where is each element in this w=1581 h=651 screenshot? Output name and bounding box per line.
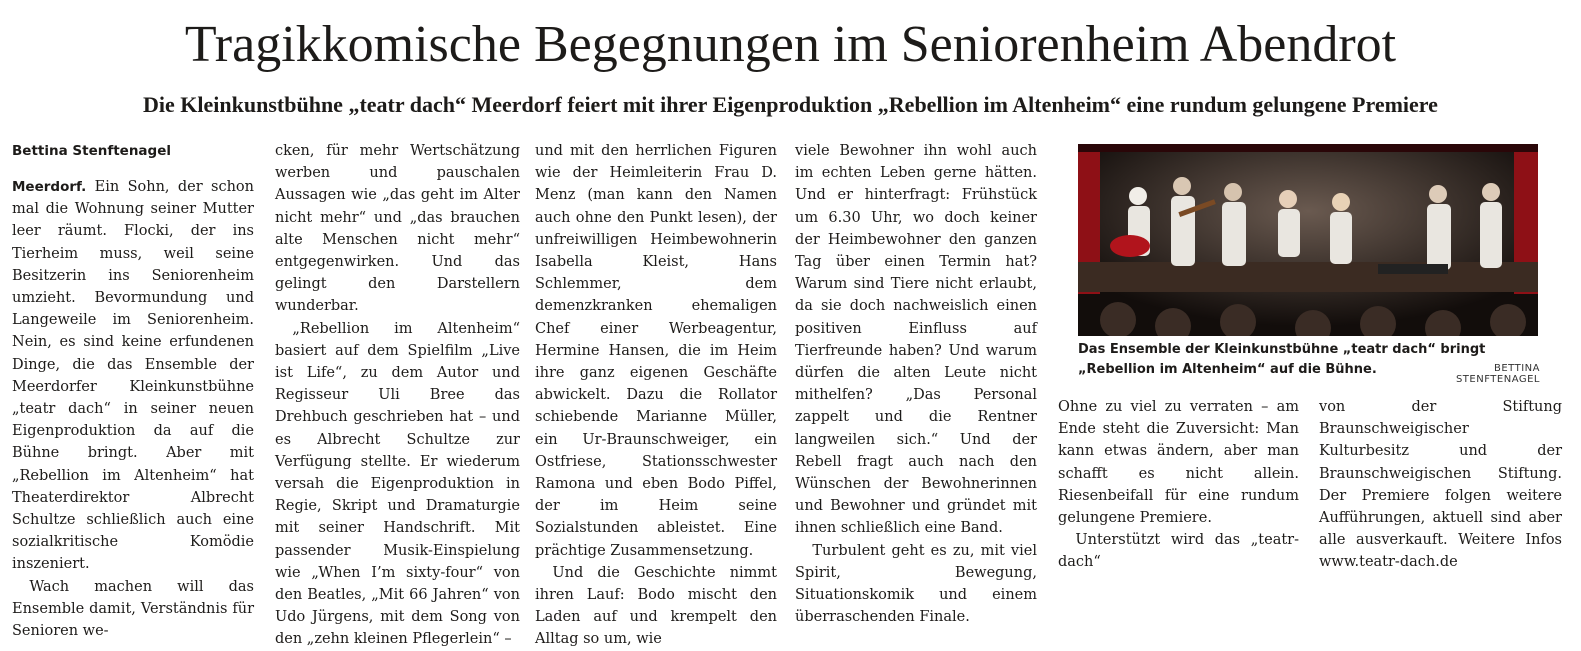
column-1-paragraph-1-text: Ein Sohn, der schon mal die Wohnung seiner Mutter leer räumt. Flocki, der ins Tierheim muss, weil seine Besitzerin ins Seniorenheim umzieht. Bevormundung und Langeweile im Seniorenheim. Nein, es sind keine erfundenen Dinge, die das Ensemble der Meerdorfer Kleinkunstbühne „teatr dach“ in seiner neuen Eigenproduktion da auf die Bühne bringt. Aber mit „Rebellion im Altenheim“ hat Theaterdirektor Albrecht Schultze schließlich auch eine sozialkritische Komödie inszeniert. (12, 179, 255, 573)
column-4-paragraph-1: viele Bewohner ihn wohl auch im echten Leben gerne hätten. Und er hinterfragt: Frühstück um 6.30 Uhr, wo doch keiner der Heimbewohner den ganzen Tag über einen Termin hat? Warum sind Tiere nicht erlaubt, da sie doch nachweislich einen positiven Einfluss auf Tierfreunde haben? Und warum dürfen die alten Leute nicht mithelfen? „Das Personal zappelt und die Rentner langweilen sich.“ Und der Rebell fragt auch nach den Wünschen der Bewohnerinnen und Bewohner und gründet mit ihnen schließlich eine Band. (795, 143, 1037, 537)
article-column-6 (1319, 396, 1562, 574)
article-column-4 (795, 140, 1037, 628)
column-2-paragraph-1: cken, für mehr Wertschätzung werben und pauschalen Aussagen wie „das geht im Alter nicht mehr“ und „das brauchen alte Menschen nicht mehr“ entgegenwirken. Und das gelingt den Darstellern wunderbar. (275, 143, 520, 315)
photo-credit: BETTINA STENFTENAGEL (1455, 363, 1540, 385)
article-column-1 (12, 140, 254, 642)
article-subheadline: Die Kleinkunstbühne „teatr dach“ Meerdorf feiert mit ihrer Eigenproduktion „Rebellion im Altenheim“ eine rundum gelungene Premiere (143, 92, 1438, 117)
column-6-paragraph-1: von der Stiftung Braunschweigischer Kulturbesitz und der Braunschweigischen Stiftung. Der Premiere folgen weitere Aufführungen, aktuell sind aber alle ausverkauft. Weitere Infos www.teatr-dach.de (1319, 399, 1562, 571)
article-column-3 (535, 140, 777, 651)
dateline: Meerdorf. (12, 179, 87, 195)
column-1-paragraph-1 (12, 176, 254, 576)
column-3-paragraph-1: und mit den herrlichen Figuren wie der Heimleiterin Frau D. Menz (man kann den Namen auch ohne den Punkt lesen), der unfreiwilligen Heimbewohnerin Isabella Kleist, Hans Schlemmer, dem demenzkranken ehemaligen Chef einer Werbeagentur, Hermine Hansen, die im Heim ihre ganz eigenen Geschäfte abwickelt. Dazu die Rollator schiebende Marianne Müller, ein Ur-Braunschweiger, ein Ostfriese, Stationsschwester Ramona und eben Bodo Piffel, der im Heim seine Sozialstunden ableistet. Eine prächtige Zusammensetzung. (535, 143, 777, 559)
column-1-paragraph-2: Wach machen will das Ensemble damit, Verständnis für Senioren we- (12, 578, 254, 640)
photo-caption: Das Ensemble der Kleinkunstbühne „teatr dach“ bringt „Rebellion im Altenheim“ auf die Bühne. (1078, 342, 1486, 377)
column-3-paragraph-2: Und die Geschichte nimmt ihren Lauf: Bodo mischt den Laden auf und krempelt den Alltag so um, wie (535, 564, 777, 648)
column-2-paragraph-2: „Rebellion im Altenheim“ basiert auf dem Spielfilm „Live ist Life“, zu dem Autor und Regisseur Uli Bree das Drehbuch geschrieben hat – und es Albrecht Schultze zur Verfügung stellte. Er wiederum versah die Eigenproduktion in Regie, Skript und Dramaturgie mit seiner Handschrift. Mit passender Musik-Einspielung wie „When I’m sixty-four“ von den Beatles, „Mit 66 Jahren“ von Udo Jürgens, mit dem Song von den „zehn kleinen Pflegerlein“ – (275, 320, 520, 648)
column-4-paragraph-2: Turbulent geht es zu, mit viel Spirit, Bewegung, Situationskomik und einem überraschenden Finale. (795, 542, 1037, 626)
article-column-2 (275, 140, 520, 651)
article-photo (1078, 144, 1538, 336)
column-5-paragraph-2: Unterstützt wird das „teatr-dach“ (1058, 532, 1299, 571)
article-headline: Tragikkomische Begegnungen im Seniorenheim Abendrot (184, 16, 1397, 73)
author-byline: Bettina Stenftenagel (12, 143, 171, 159)
column-5-paragraph-1: Ohne zu viel zu verraten – am Ende steht die Zuversicht: Man kann etwas ändern, aber man schafft es nicht allein. Riesenbeifall für eine rundum gelungene Premiere. (1058, 399, 1299, 527)
stage-photo-illustration (1078, 144, 1538, 336)
article-column-5 (1058, 396, 1299, 574)
